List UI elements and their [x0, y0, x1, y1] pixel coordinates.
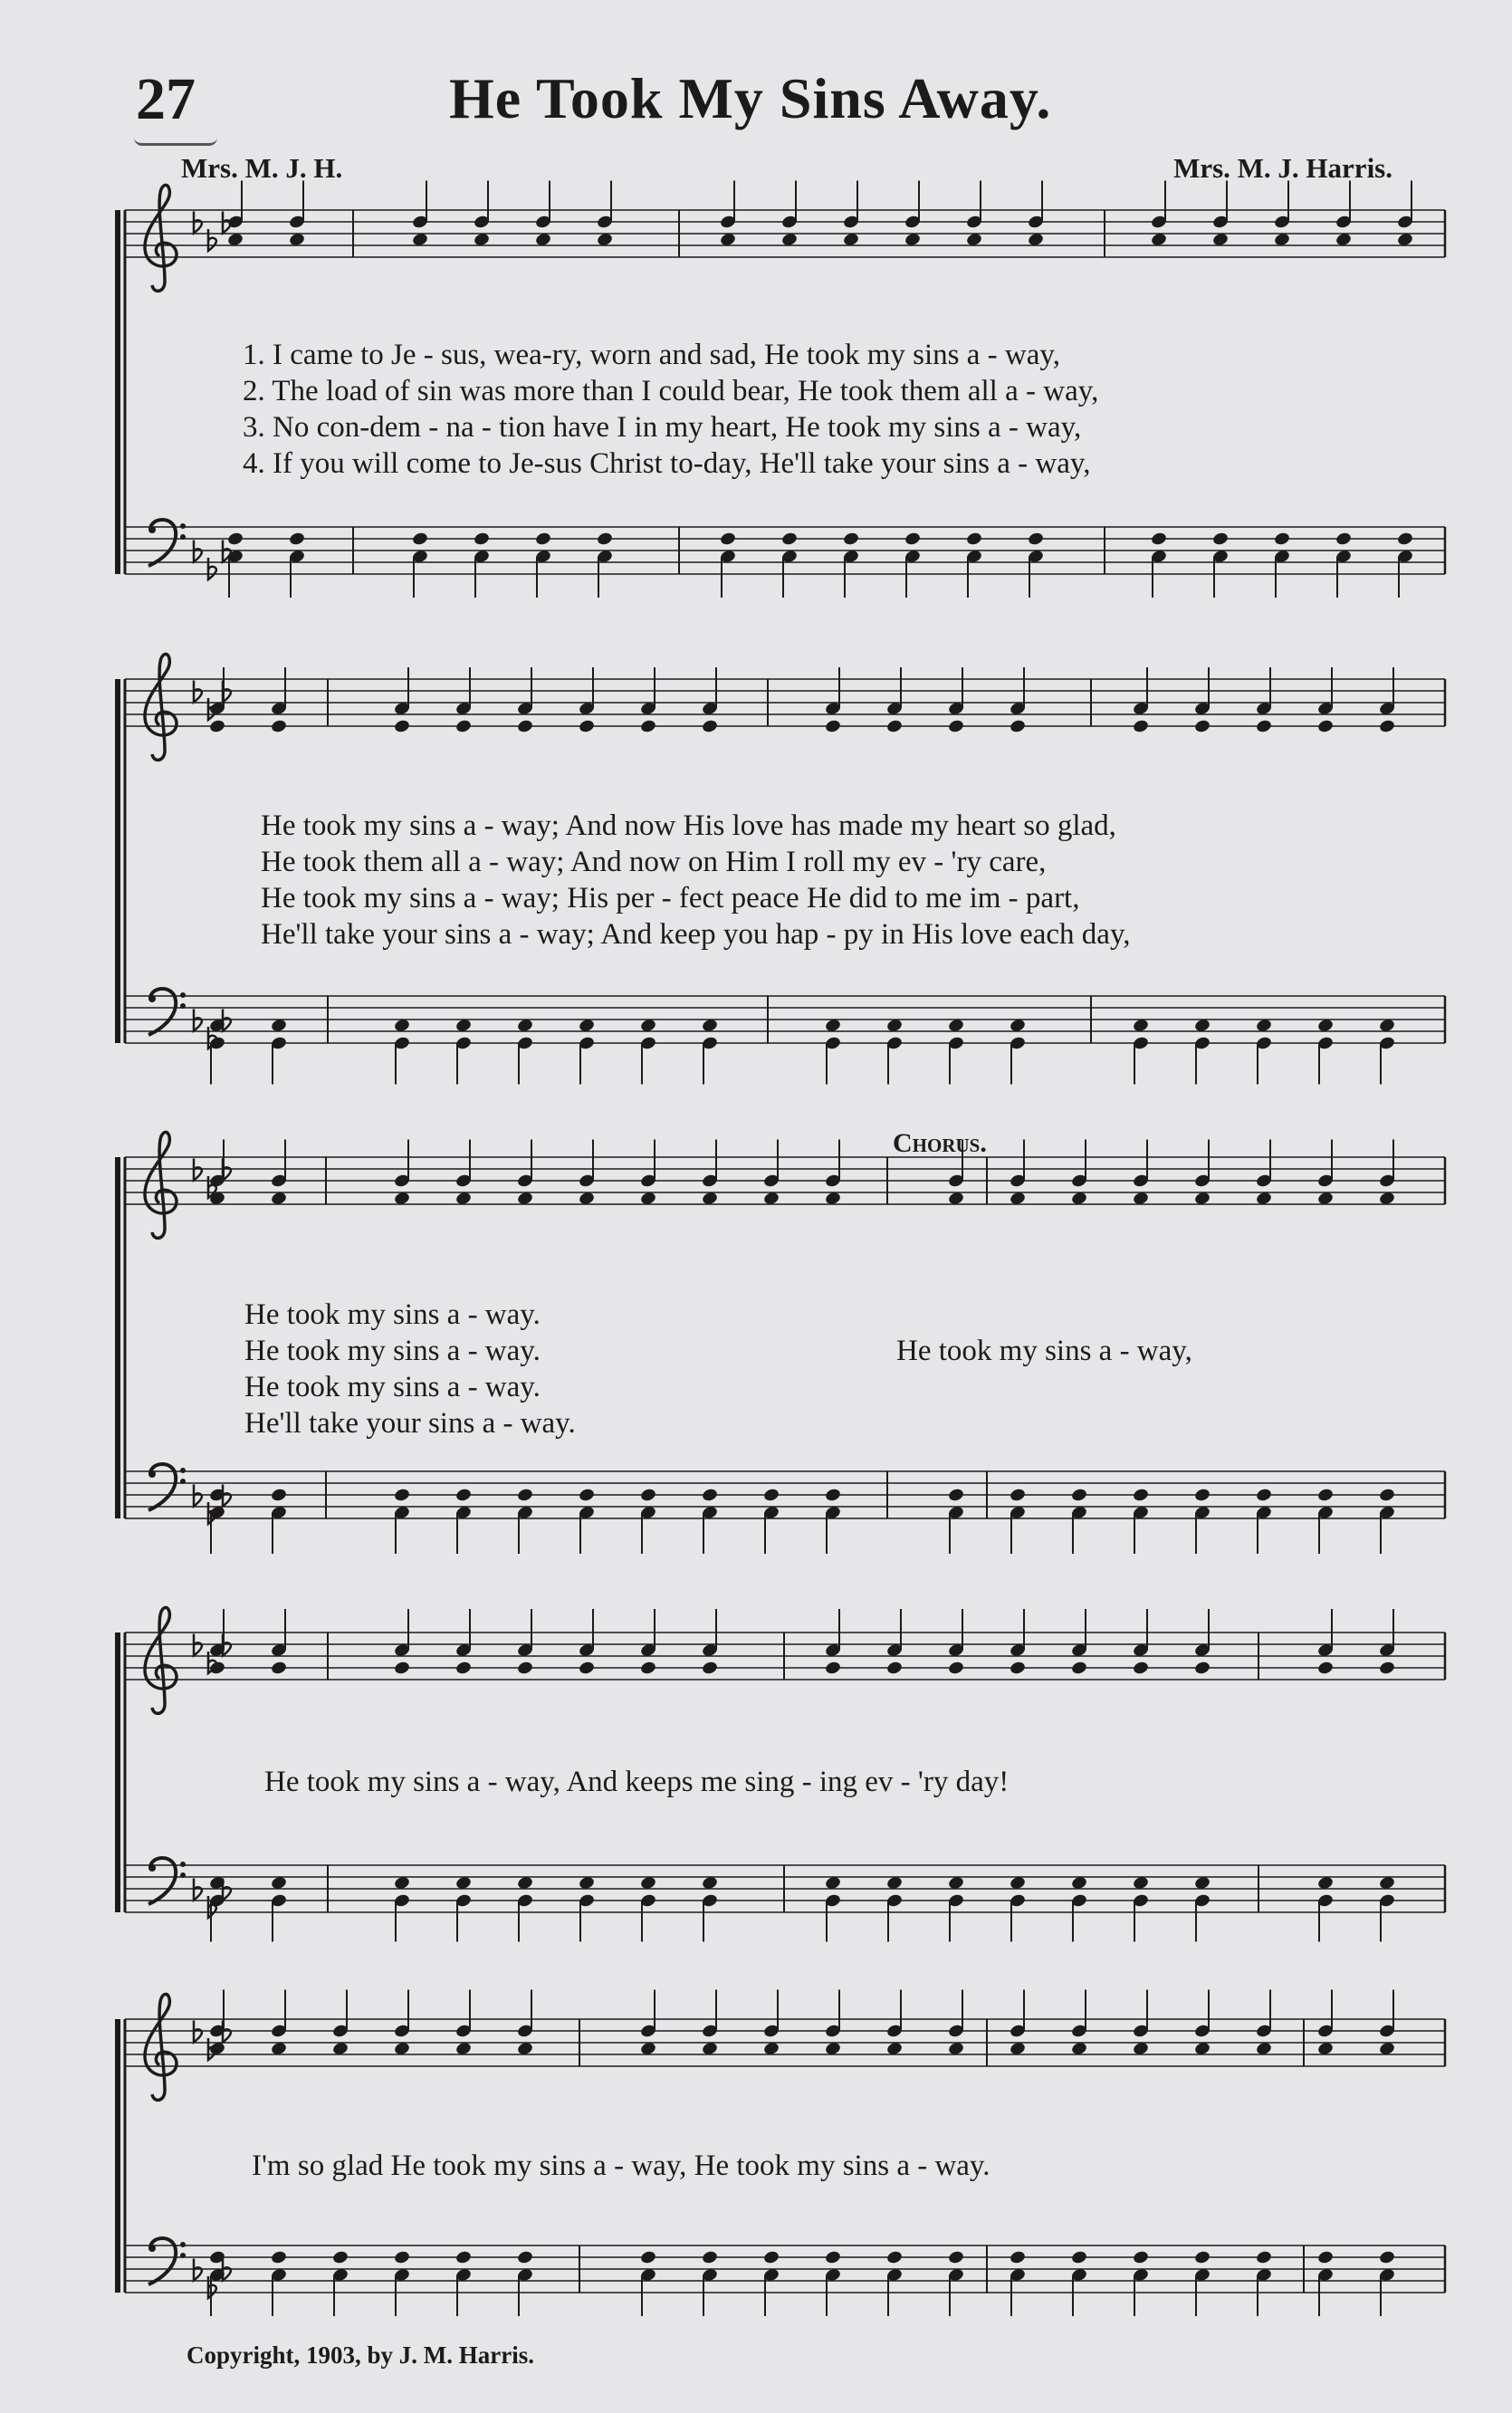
- copyright-notice: Copyright, 1903, by J. M. Harris.: [187, 2341, 534, 2369]
- hymn-number: 27: [136, 66, 196, 132]
- chorus-label: Chorus.: [893, 1128, 987, 1158]
- verse-4-line-1: 4. If you will come to Je-sus Christ to-day, He'll take your sins a - way,: [243, 447, 1091, 480]
- verse-2-line-3: He took my sins a - way.: [244, 1335, 541, 1367]
- verse-3-line-3: He took my sins a - way.: [244, 1371, 541, 1403]
- music-system: [118, 1990, 1445, 2317]
- verse-3-line-2: He took my sins a - way; His per - fect peace He did to me im - part,: [261, 882, 1080, 914]
- verse-1-line-2: He took my sins a - way; And now His love has made my heart so glad,: [261, 809, 1116, 842]
- verse-4-line-2: He'll take your sins a - way; And keep you hap - py in His love each day,: [261, 918, 1131, 951]
- chorus-line-3: I'm so glad He took my sins a - way, He took my sins a - way.: [252, 2150, 990, 2182]
- music-system: [118, 654, 1445, 1084]
- music-system: [118, 1607, 1445, 1941]
- chorus-line-2: He took my sins a - way, And keeps me sing - ing ev - 'ry day!: [264, 1766, 1010, 1798]
- verse-3-line-1: 3. No con-dem - na - tion have I in my heart, He took my sins a - way,: [243, 411, 1082, 444]
- hymn-title: He Took My Sins Away.: [449, 66, 1052, 130]
- verse-1-line-1: 1. I came to Je - sus, wea-ry, worn and sad, He took my sins a - way,: [243, 339, 1060, 371]
- verse-2-line-2: He took them all a - way; And now on Him I roll my ev - 'ry care,: [261, 846, 1047, 878]
- verse-1-line-3: He took my sins a - way.: [244, 1298, 541, 1331]
- lyricist-credit: Mrs. M. J. H.: [181, 152, 343, 184]
- verse-2-line-1: 2. The load of sin was more than I could bear, He took them all a - way,: [243, 375, 1099, 407]
- chorus-line-1: He took my sins a - way,: [896, 1335, 1192, 1367]
- music-system: [118, 181, 1445, 598]
- composer-credit: Mrs. M. J. Harris.: [1173, 152, 1392, 184]
- music-system: [118, 1132, 1445, 1554]
- verse-4-line-3: He'll take your sins a - way.: [244, 1407, 576, 1440]
